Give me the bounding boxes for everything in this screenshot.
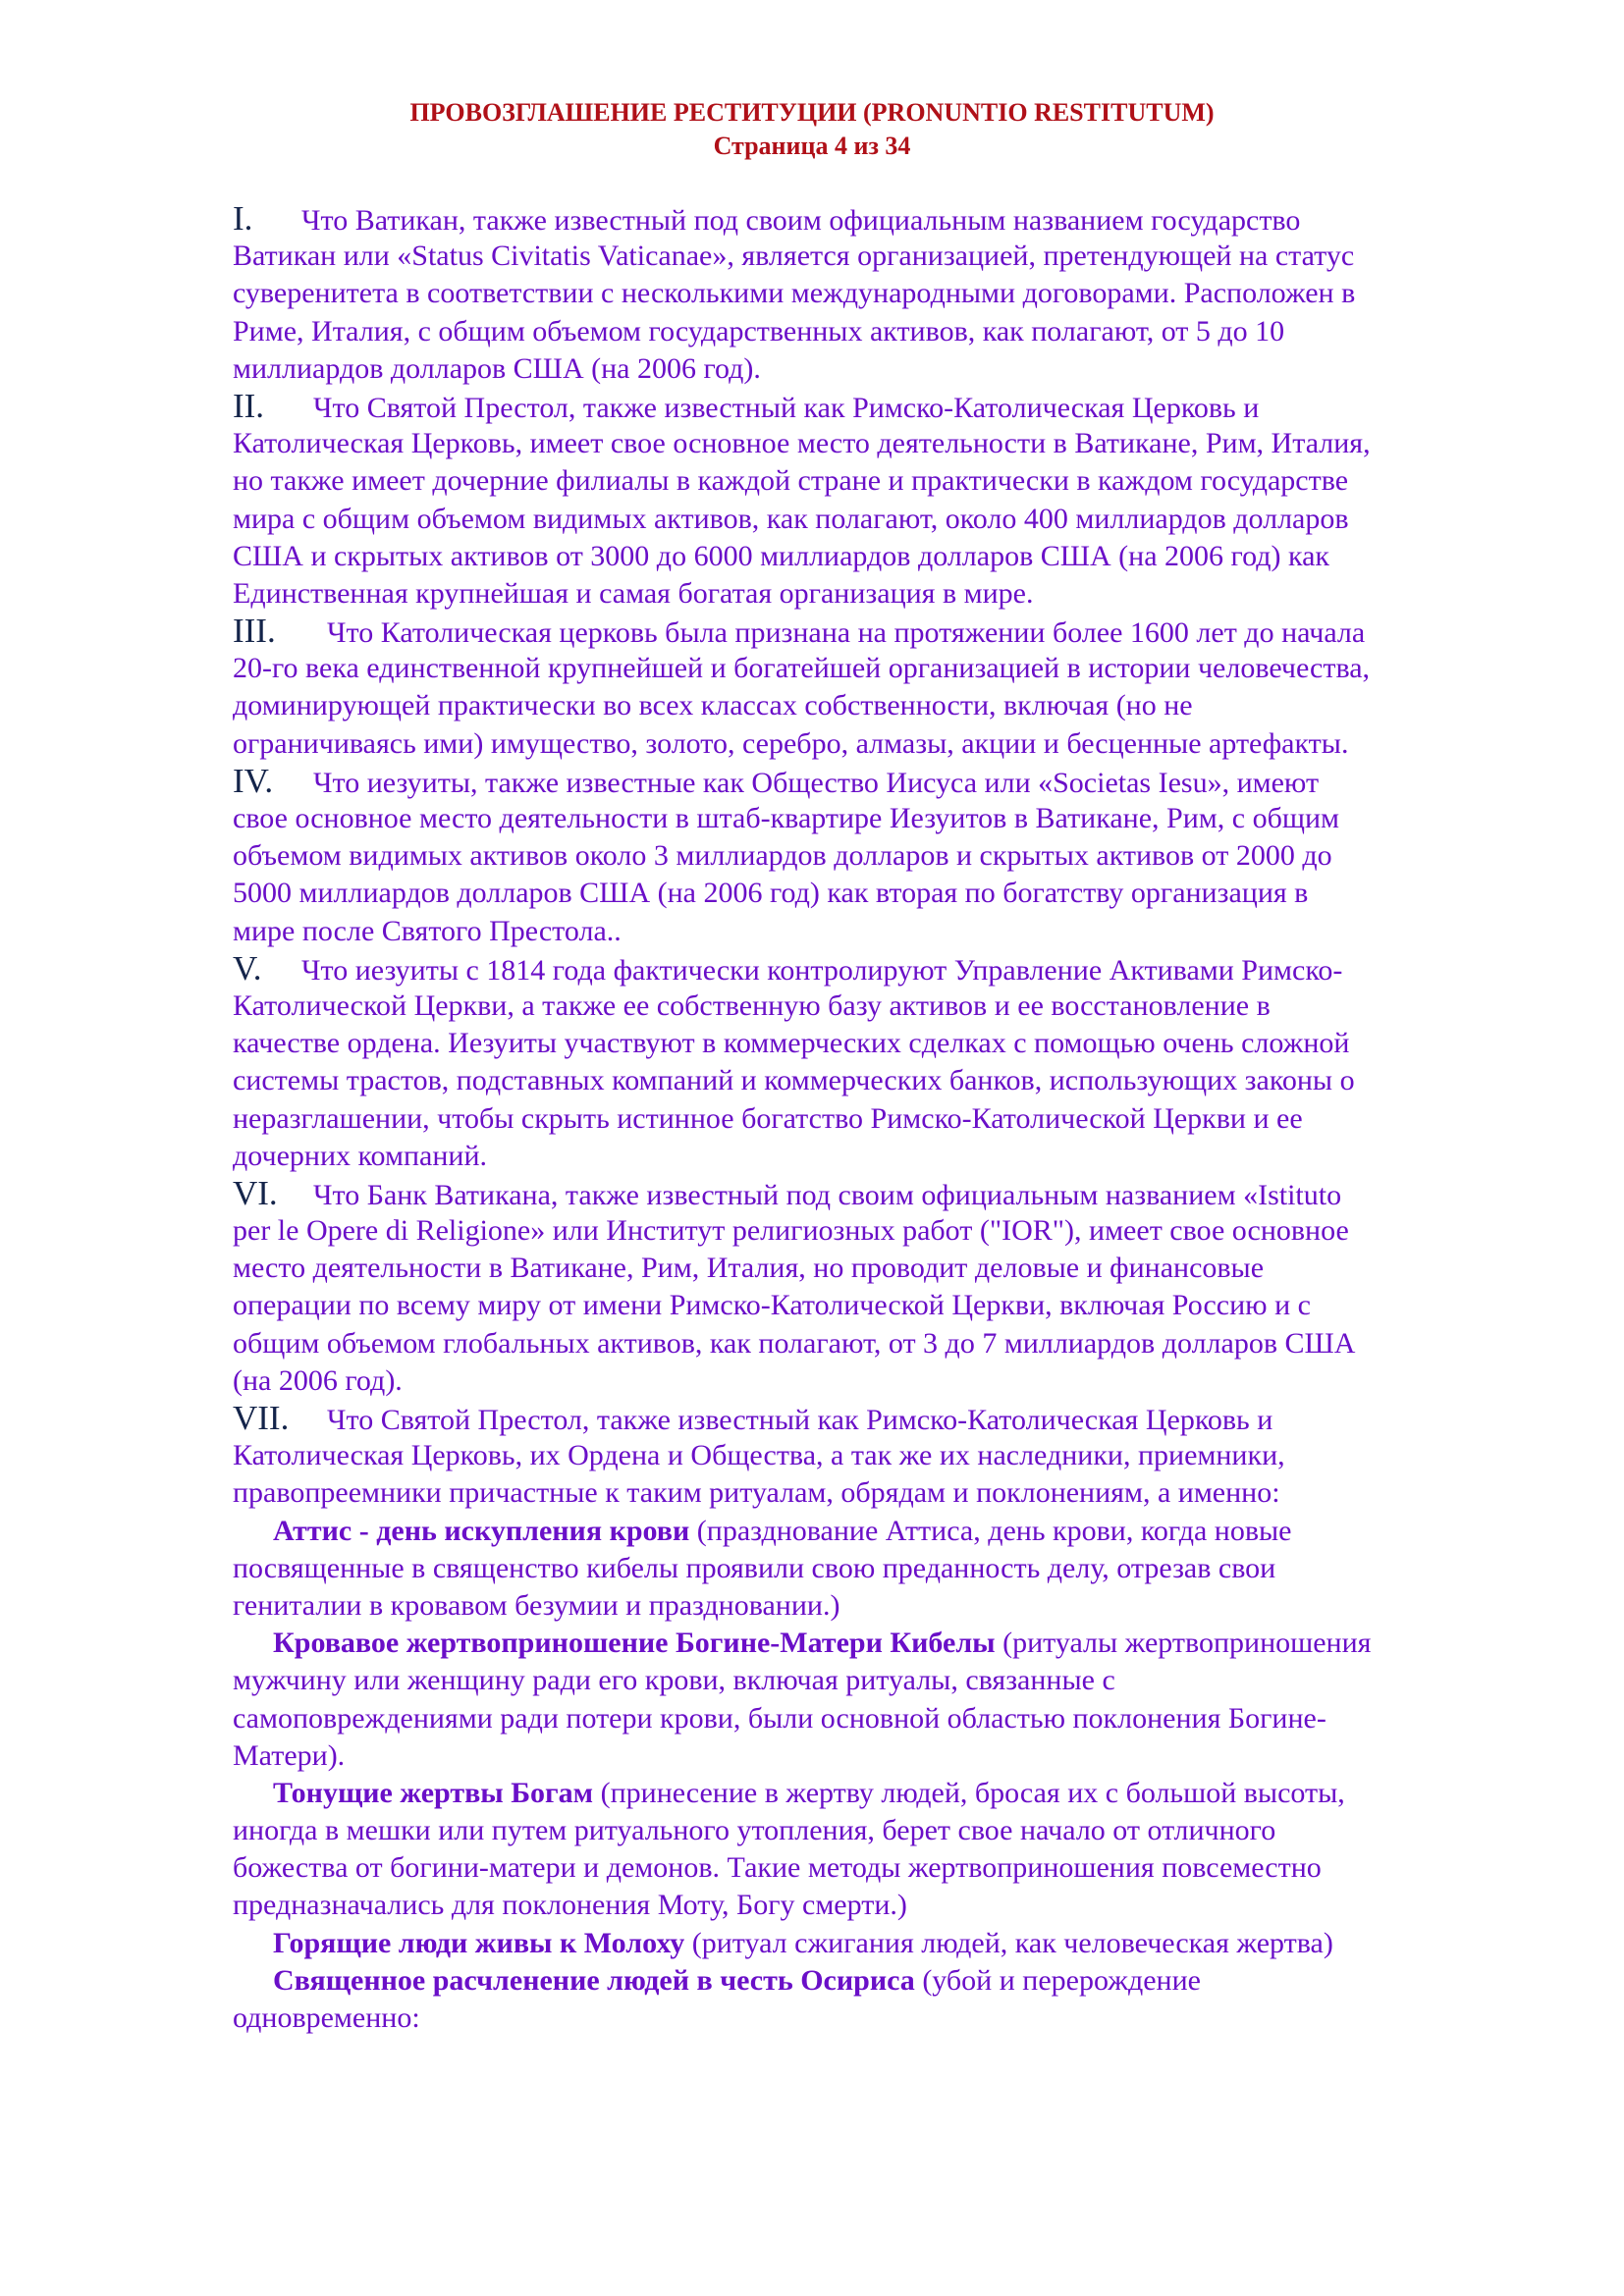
- text-line: [233, 1138, 1539, 1175]
- section-text: мира с общим объемом видимых активов, как полагают, около 400 миллиардов долларов: [233, 502, 1349, 535]
- text-line: [233, 350, 1539, 388]
- ritual-description-line: посвященные в священство кибелы проявили свою преданность делу, отрезав свои: [233, 1551, 1276, 1584]
- section-text: (на 2006 год).: [233, 1363, 403, 1397]
- text-line: [233, 1513, 1539, 1550]
- text-line: [233, 1400, 1539, 1437]
- text-line: [233, 1437, 1539, 1474]
- text-line: [233, 1175, 1539, 1212]
- section-text: Риме, Италия, с общим объемом государственных активов, как полагают, от 5 до 10: [233, 314, 1285, 347]
- section-numeral: VI.: [233, 1173, 278, 1212]
- text-line: [233, 425, 1539, 462]
- section-text: дочерних компаний.: [233, 1139, 487, 1172]
- numbered-section: [233, 763, 1539, 950]
- text-line: [233, 800, 1539, 837]
- page-header: [0, 96, 1624, 163]
- text-line: [233, 650, 1539, 687]
- text-line: [233, 238, 1539, 275]
- section-numeral: IV.: [233, 761, 274, 800]
- ritual-item: [233, 1962, 1539, 2037]
- text-line: [233, 538, 1539, 575]
- section-text: системы трастов, подставных компаний и коммерческих банков, использующих законы о: [233, 1064, 1355, 1097]
- section-numeral: VII.: [233, 1399, 290, 1437]
- document-title: ПРОВОЗГЛАШЕНИЕ РЕСТИТУЦИИ (PRONUNTIO RESTITUTUM): [409, 98, 1215, 127]
- section-text: Ватикан или «Status Civitatis Vaticanae», является организацией, претендующей на статус: [233, 240, 1355, 273]
- ritual-description: (ритуалы жертвоприношения: [995, 1627, 1372, 1660]
- text-line: [233, 501, 1539, 538]
- section-text: 5000 миллиардов долларов США (на 2006 год) как вторая по богатству организация в: [233, 877, 1309, 910]
- ritual-description: (убой и перерождение: [914, 1963, 1201, 1997]
- section-text: Что Святой Престол, также известный как Римско-Католическая Церковь и: [313, 391, 1260, 424]
- section-text: Католическая Церковь, их Ордена и Общества, а так же их наследники, приемники,: [233, 1439, 1285, 1472]
- ritual-item: [233, 1513, 1539, 1626]
- text-line: [233, 200, 1539, 238]
- text-line: [233, 875, 1539, 912]
- ritual-name: Аттис - день искупления крови: [273, 1514, 690, 1547]
- ritual-description-line: божества от богини-матери и демонов. Такие методы жертвоприношения повсеместно: [233, 1851, 1322, 1885]
- text-line: [233, 388, 1539, 425]
- numbered-section: [233, 200, 1539, 388]
- text-line: [233, 1925, 1539, 1962]
- text-line: [233, 1025, 1539, 1062]
- section-numeral: V.: [233, 948, 262, 988]
- section-text: неразглашении, чтобы скрыть истинное богатство Римско-Католической Церкви и ее: [233, 1101, 1303, 1135]
- text-line: [233, 1362, 1539, 1400]
- ritual-description-line: самоповреждениями ради потери крови, были основной областью поклонения Богине-: [233, 1701, 1326, 1735]
- ritual-item: [233, 1925, 1539, 1962]
- ritual-name: Кровавое жертвоприношение Богине-Матери Кибелы: [273, 1627, 996, 1660]
- text-line: [233, 913, 1539, 950]
- ritual-description-line: одновременно:: [233, 2002, 420, 2034]
- ritual-description-line: предназначались для поклонения Моту, Богу смерти.): [233, 1889, 907, 1922]
- section-text: общим объемом глобальных активов, как полагают, от 3 до 7 миллиардов долларов США: [233, 1326, 1356, 1360]
- text-line: [233, 613, 1539, 650]
- text-line: [233, 1212, 1539, 1250]
- section-text: Что Ватикан, также известный под своим официальным названием государство: [301, 204, 1301, 237]
- section-text: Что иезуиты, также известные как Общество Иисуса или «Societas Iesu», имеют: [313, 766, 1320, 799]
- text-line: [233, 1625, 1539, 1662]
- section-text: США и скрытых активов от 3000 до 6000 миллиардов долларов США (на 2006 год) как: [233, 539, 1330, 572]
- section-text: per le Opere di Religione» или Институт религиозных работ ("IOR"), имеет свое основное: [233, 1214, 1349, 1248]
- text-line: [233, 1100, 1539, 1138]
- section-text: ограничиваясь ими) имущество, золото, серебро, алмазы, акции и бесценные артефакты.: [233, 726, 1349, 760]
- ritual-description-line: гениталии в кровавом безумии и праздновании.): [233, 1588, 840, 1622]
- section-text: Что Католическая церковь была признана на протяжении более 1600 лет до начала: [327, 616, 1366, 650]
- text-line: [233, 1775, 1539, 1812]
- ritual-description: (ритуал сжигания людей, как человеческая жертва): [684, 1926, 1333, 1959]
- numbered-section: [233, 613, 1539, 763]
- section-text: Католическая Церковь, имеет свое основное место деятельности в Ватикане, Рим, Италия,: [233, 427, 1371, 460]
- numbered-section: [233, 950, 1539, 1175]
- text-line: [233, 950, 1539, 988]
- page-number-label: Страница 4 из 34: [713, 132, 911, 160]
- text-line: [233, 1062, 1539, 1099]
- ritual-name: Тонущие жертвы Богам: [273, 1776, 594, 1809]
- ritual-item: [233, 1625, 1539, 1775]
- section-text: свое основное место деятельности в штаб-квартире Иезуитов в Ватикане, Рим, с общим: [233, 802, 1339, 834]
- ritual-description-line: иногда в мешки или путем ритуального утопления, берет свое начало от отличного: [233, 1814, 1276, 1847]
- ritual-name: Священное расчленение людей в честь Осириса: [273, 1963, 915, 1997]
- text-line: [233, 687, 1539, 724]
- text-line: [233, 1250, 1539, 1287]
- section-text: Единственная крупнейшая и самая богатая организация в мире.: [233, 576, 1034, 610]
- ritual-item: [233, 1775, 1539, 1925]
- section-numeral: III.: [233, 612, 276, 651]
- text-line: [233, 837, 1539, 875]
- section-numeral: I.: [233, 199, 253, 238]
- section-text: суверенитета в соответствии с несколькими международными договорами. Расположен в: [233, 277, 1356, 310]
- text-line: [233, 1287, 1539, 1324]
- section-text: Что Святой Престол, также известный как Римско-Католическая Церковь и: [327, 1404, 1273, 1436]
- ritual-description: (празднование Аттиса, день крови, когда новые: [689, 1514, 1292, 1547]
- section-text: операции по всему миру от имени Римско-Католической Церкви, включая Россию и с: [233, 1289, 1311, 1322]
- text-line: [233, 1325, 1539, 1362]
- section-text: но также имеет дочерние филиалы в каждой стране и практически в каждом государстве: [233, 464, 1349, 498]
- section-numeral: II.: [233, 386, 265, 425]
- ritual-description: (принесение в жертву людей, бросая их с большой высоты,: [593, 1776, 1345, 1809]
- ritual-description-line: Матери).: [233, 1738, 346, 1772]
- section-text: миллиардов долларов США (на 2006 год).: [233, 351, 761, 385]
- document-body: [233, 200, 1539, 2037]
- section-text: мире после Святого Престола..: [233, 914, 622, 947]
- numbered-section: [233, 1175, 1539, 1400]
- section-text: Католической Церкви, а также ее собственную базу активов и ее восстановление в: [233, 988, 1271, 1022]
- ritual-description-line: мужчину или женщину ради его крови, включая ритуалы, связанные с: [233, 1664, 1115, 1697]
- section-text: Что Банк Ватикана, также известный под своим официальным названием «Istituto: [313, 1178, 1342, 1211]
- text-line: [233, 575, 1539, 613]
- section-text: объемом видимых активов около 3 миллиардов долларов и скрытых активов от 2000 до: [233, 839, 1332, 873]
- text-line: [233, 725, 1539, 763]
- numbered-section: [233, 388, 1539, 613]
- text-line: [233, 763, 1539, 800]
- ritual-name: Горящие люди живы к Молоху: [273, 1926, 685, 1959]
- text-line: [233, 313, 1539, 350]
- section-text: 20-го века единственной крупнейшей и богатейшей организацией в истории человечества,: [233, 652, 1371, 685]
- text-line: [233, 1474, 1539, 1512]
- section-text: качестве ордена. Иезуиты участвуют в коммерческих сделках с помощью очень сложной: [233, 1027, 1350, 1060]
- section-text: Что иезуиты с 1814 года фактически контролируют Управление Активами Римско-: [301, 953, 1343, 987]
- text-line: [233, 275, 1539, 312]
- section-text: правопреемники причастные к таким ритуалам, обрядам и поклонениям, а именно:: [233, 1476, 1280, 1510]
- text-line: [233, 1962, 1539, 2000]
- text-line: [233, 462, 1539, 500]
- numbered-section: [233, 1400, 1539, 1513]
- text-line: [233, 988, 1539, 1025]
- section-text: доминирующей практически во всех классах собственности, включая (но не: [233, 689, 1193, 722]
- section-text: место деятельности в Ватикане, Рим, Италия, но проводит деловые и финансовые: [233, 1252, 1265, 1285]
